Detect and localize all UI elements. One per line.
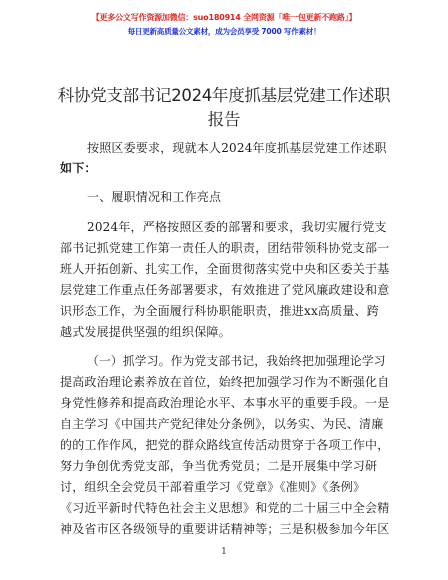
body-paragraph-line: （一）抓学习。作为党支部书记，我始终把加强理论学习 xyxy=(87,354,386,368)
section-heading: 一、履职情况和工作亮点 xyxy=(87,190,222,204)
body-paragraph-line: 讨，组织全会党员干部着重学习《党章》《准则》《条例》 xyxy=(60,480,366,494)
body-paragraph-line: 识形态工作，为全面履行科协职能职责，推进xx高质量、跨 xyxy=(60,304,379,318)
page-number: 1 xyxy=(221,547,227,557)
body-paragraph-line: 越式发展提供坚强的组织保障。 xyxy=(60,325,231,339)
body-paragraph-line: 层党建工作重点任务部署要求，有效推进了党风廉政建设和意 xyxy=(60,283,390,297)
body-paragraph-line: 自主学习《中国共产党纪律处分条例》，以务实、为民、清廉 xyxy=(60,417,384,431)
body-paragraph-line: 身党性修养和提高政治理论水平、本事水平的重要手段。一是 xyxy=(60,396,390,410)
document-title-line-2: 报告 xyxy=(207,110,241,129)
body-paragraph-line: 的的工作作风，把党的群众路线宣传活动贯穿于各项工作中， xyxy=(60,438,390,452)
body-paragraph-line: 班人开拓创新、扎实工作，全面贯彻落实党中央和区委关于基 xyxy=(60,262,390,276)
promo-banner-line-2: 每日更新高质量公文素材，成为会员享受 7000 写作素材！ xyxy=(127,27,321,36)
body-paragraph-line: 2024年，严格按照区委的部署和要求，我切实履行党支 xyxy=(87,220,387,234)
body-paragraph-line: 部书记抓党建工作第一责任人的职责，团结带领科协党支部一 xyxy=(60,241,390,255)
document-title-line-1: 科协党支部书记2024年度抓基层党建工作述职 xyxy=(57,86,391,105)
body-paragraph-line: 《习近平新时代特色社会主义思想》和党的二十届三中全会精 xyxy=(60,501,390,515)
promo-banner-line-1: 【更多公文写作资源加微信：suo180914 全网资源「唯一包更新不跑路」】 xyxy=(91,13,357,22)
body-paragraph-line: 提高政治理论素养放在首位，始终把加强学习作为不断强化自 xyxy=(60,375,390,389)
intro-paragraph-line: 按照区委要求，现就本人2024年度抓基层党建工作述职 xyxy=(87,141,387,155)
body-paragraph-line: 努力争创优秀党支部，争当优秀党员；二是开展集中学习研 xyxy=(60,459,378,473)
intro-paragraph-line: 如下： xyxy=(60,161,97,175)
body-paragraph-line: 神及省市区各级领导的重要讲话精神等；三是积极参加今年区 xyxy=(60,522,390,536)
